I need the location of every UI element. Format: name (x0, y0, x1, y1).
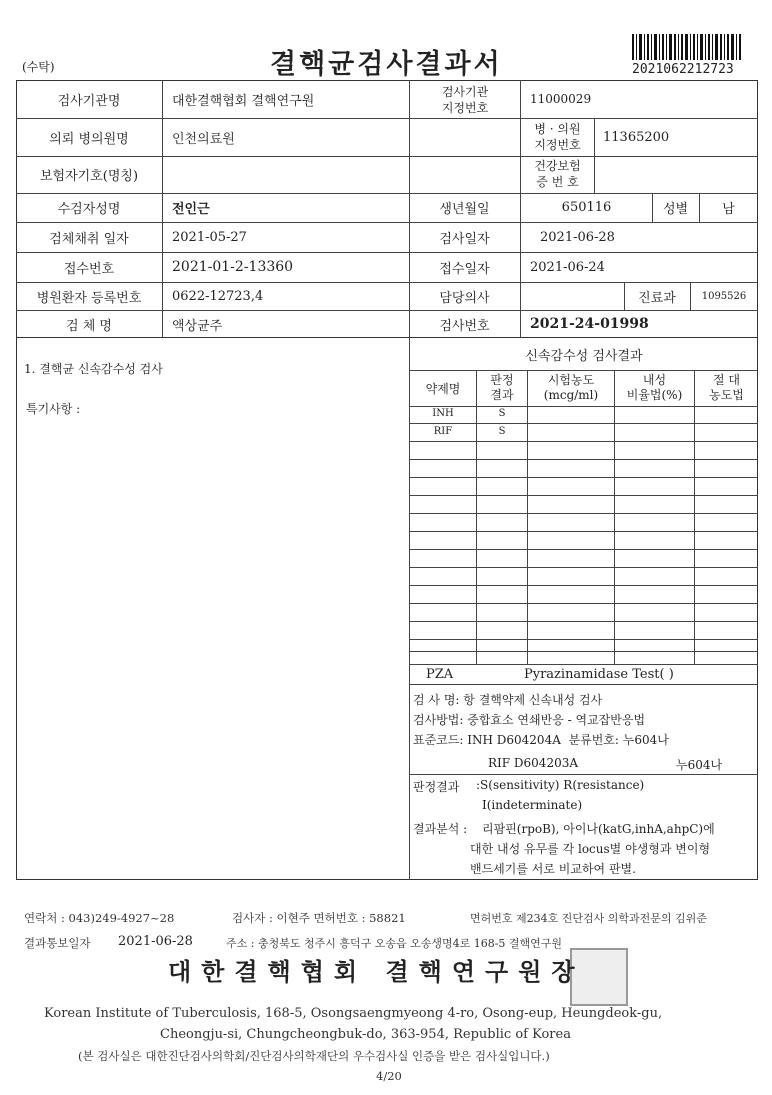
drug-inh: INH (432, 408, 454, 419)
analysis-2: 대한 내성 유무를 각 locus별 야생형과 변이형 (470, 842, 711, 856)
remarks-label: 특기사항 : (26, 402, 81, 416)
address: 주소 : 충청북도 청주시 흥덕구 오송읍 오송생명4로 168-5 결핵연구원 (226, 937, 563, 950)
hospital-id: 11365200 (603, 129, 670, 145)
grid-line (409, 639, 758, 640)
receipt-date-label: 접수일자 (439, 261, 490, 277)
dept-label: 진료과 (638, 290, 676, 306)
lab-id-label: 검사기관 지정번호 (441, 85, 489, 115)
judgement-label: 판정결과 (413, 780, 460, 794)
analysis-label: 결과분석 : (413, 822, 468, 836)
col-ratio: 내성 비율법(%) (626, 373, 683, 402)
consign-label: (수탁) (22, 60, 55, 74)
certification: (본 검사실은 대한진단검사의학회/진단검사의학재단의 우수검사실 인증을 받은 검사실입니다.) (78, 1049, 550, 1063)
col-abs: 절 대 농도법 (709, 373, 744, 402)
receipt-date: 2021-06-24 (530, 259, 605, 275)
judgement-line1: :S(sensitivity) R(resistance) (476, 778, 645, 792)
drug-rif: RIF (433, 426, 453, 437)
insurance-card-label: 건강보험 증 번 호 (534, 159, 581, 189)
barcode-number: 2021062212723 (632, 62, 734, 77)
institute-name: 대한결핵협회 결핵연구원장 (168, 957, 585, 986)
test-date: 2021-06-28 (540, 229, 615, 245)
col-drug: 약제명 (425, 382, 461, 396)
pza-label: PZA (426, 667, 454, 682)
grid-line (409, 531, 758, 532)
lower-frame (16, 337, 758, 880)
test-item: 1. 결핵균 신속감수성 검사 (24, 362, 163, 376)
result-inh: S (498, 408, 506, 419)
barcode (632, 34, 742, 60)
hospital-name: 인천의료원 (172, 131, 235, 147)
dept: 1095526 (701, 290, 747, 302)
test-no: 2021-24-01998 (530, 316, 649, 332)
grid-line (409, 441, 758, 442)
en-address-1: Korean Institute of Tuberculosis, 168-5, Osongsaengmyeong 4-ro, Osong-eup, Heungdeok-gu, (44, 1006, 663, 1021)
test-no-label: 검사번호 (439, 318, 490, 334)
lab-id: 11000029 (530, 92, 592, 106)
page-title: 결핵균검사결과서 (270, 49, 503, 80)
judgement-line2: I(indeterminate) (482, 798, 583, 812)
analysis-3: 밴드세기를 서로 비교하여 판별. (470, 862, 636, 876)
grid-line (409, 549, 758, 550)
dst-title: 신속감수성 검사결과 (525, 349, 643, 364)
barcode-icon (632, 34, 742, 60)
col-conc: 시험농도 (mcg/ml) (543, 373, 599, 402)
grid-line (409, 513, 758, 514)
birth-label: 생년월일 (439, 202, 490, 217)
collect-date-label: 검체채취 일자 (49, 231, 129, 247)
en-address-2: Cheongju-si, Chungcheongbuk-do, 363-954, Republic of Korea (160, 1027, 571, 1042)
sex: 남 (722, 202, 735, 217)
grid-line (409, 423, 758, 424)
patient-name-label: 수검자성명 (57, 202, 121, 217)
collect-date: 2021-05-27 (172, 229, 247, 245)
test-date-label: 검사일자 (439, 231, 490, 247)
contact: 연락처 : 043)249-4927~28 (24, 911, 175, 925)
notice-date-label: 결과통보일자 (24, 936, 91, 950)
receipt-no-label: 접수번호 (63, 261, 115, 277)
method-box: 검 사 명: 항 결핵약제 신속내성 검사 검사방법: 중합효소 연쇄반응 - 역교잡반응법 표준코드: INH D604204A 분류번호: 누604나 (413, 693, 669, 747)
lab-name-label: 검사기관명 (57, 93, 121, 109)
analysis-1: 리팜핀(rpoB), 아이나(katG,inhA,ahpC)에 (482, 822, 715, 836)
grid-line (409, 459, 758, 460)
grid-line (409, 495, 758, 496)
license: 면허번호 제234호 진단검사 의학과전문의 김위준 (470, 912, 707, 925)
grid-line (409, 603, 758, 604)
tester: 검사자 : 이현주 면허번호 : 58821 (232, 911, 406, 925)
hospital-name-label: 의뢰 병의원명 (49, 131, 129, 147)
page-number: 4/20 (376, 1069, 402, 1083)
grid-line (409, 651, 758, 652)
grid-line (409, 585, 758, 586)
notice-date: 2021-06-28 (118, 934, 193, 949)
birth: 650116 (561, 200, 612, 215)
hospital-id-label: 병 · 의원 지정번호 (534, 122, 581, 152)
result-rif: S (498, 426, 506, 437)
code-2: RIF D604203A (488, 756, 579, 770)
doctor-label: 담당의사 (439, 290, 490, 306)
insured-label: 보험자기호(명칭) (39, 169, 139, 184)
grid-line (409, 621, 758, 622)
class-2: 누604나 (676, 758, 723, 772)
grid-line (409, 477, 758, 478)
sex-label: 성별 (662, 202, 689, 217)
grid-line (409, 567, 758, 568)
lab-name: 대한결핵협회 결핵연구원 (172, 93, 315, 109)
reg-no-label: 병원환자 등록번호 (36, 290, 142, 306)
col-judge: 판정 결과 (490, 373, 514, 402)
patient-name: 전인근 (172, 202, 210, 217)
pza-text: Pyrazinamidase Test( ) (524, 667, 674, 682)
specimen: 액상균주 (172, 318, 223, 334)
reg-no: 0622-12723,4 (172, 288, 264, 304)
receipt-no: 2021-01-2-13360 (172, 259, 294, 275)
specimen-label: 검 체 명 (66, 318, 112, 334)
